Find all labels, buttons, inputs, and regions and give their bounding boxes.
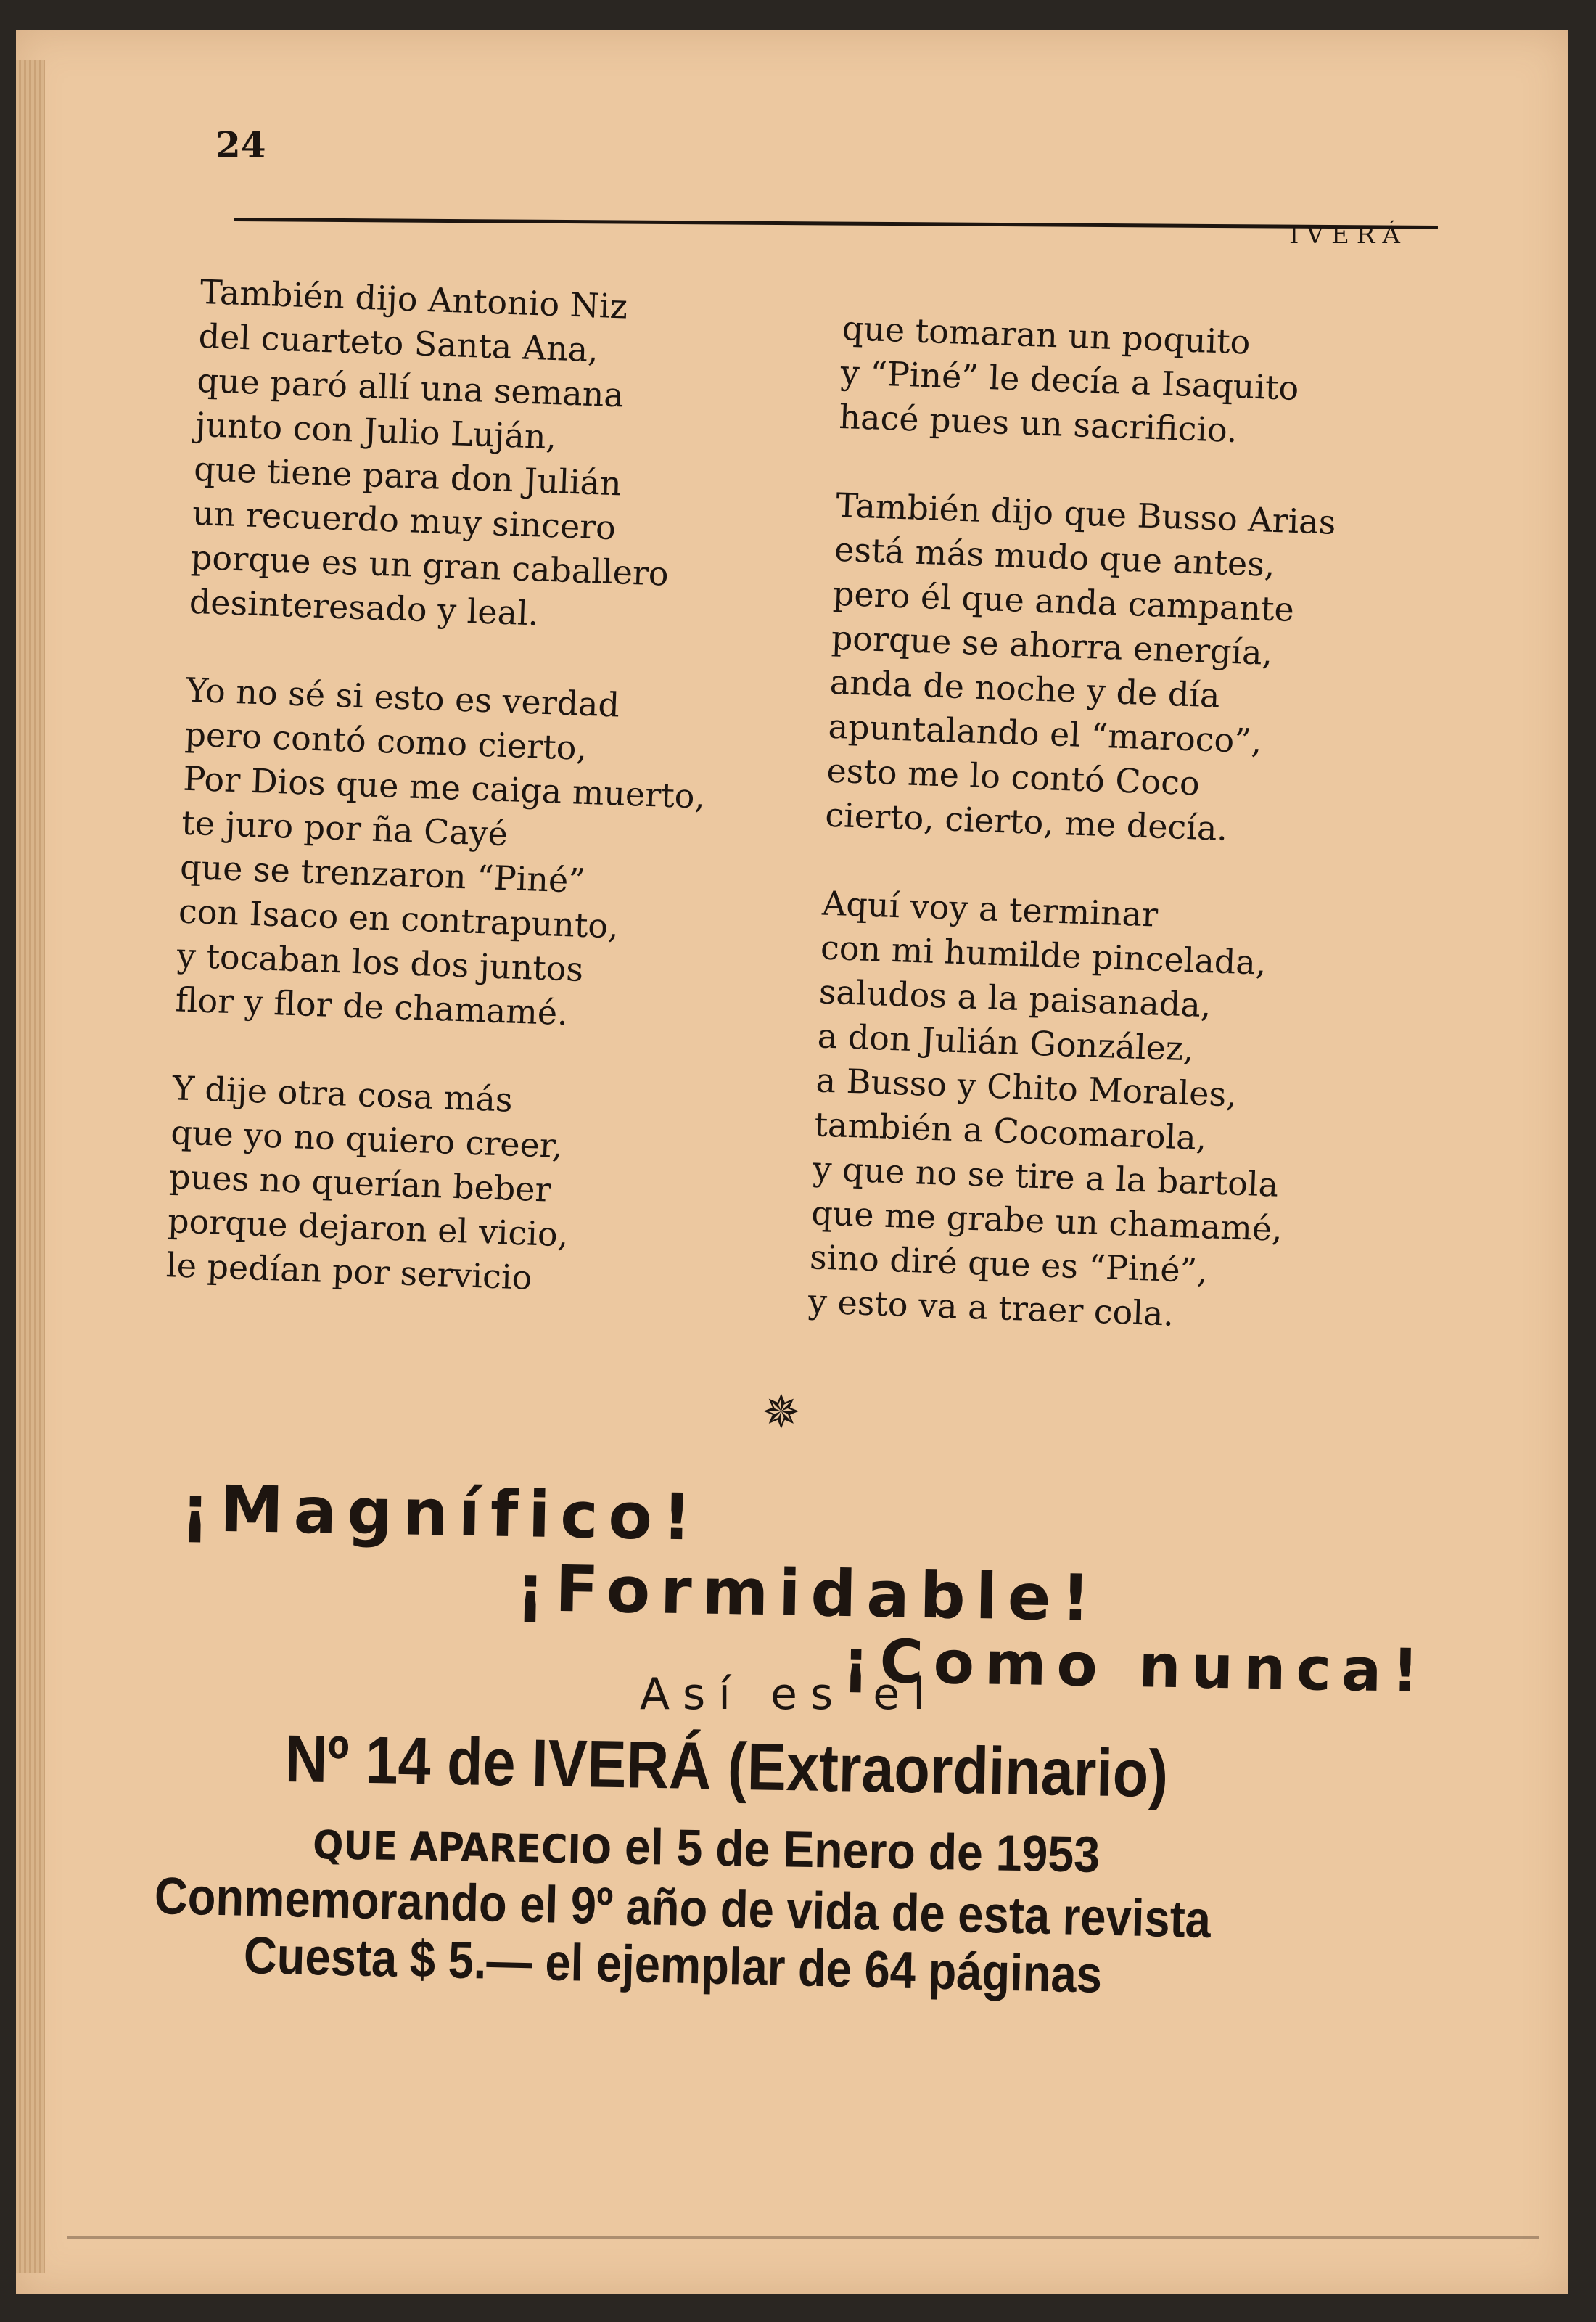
header-rule [234, 218, 1438, 229]
verse-line: porque es un gran caballero [190, 537, 670, 594]
verse-line: porque se ahorra energía, [831, 618, 1274, 673]
star-icon: ✵ [762, 1386, 801, 1440]
verse-line: saludos a la paisanada, [818, 972, 1212, 1025]
verse-line: que paró allí una semana [196, 360, 625, 415]
verse-line: sino diré que es “Piné”, [809, 1237, 1209, 1291]
stanza [175, 668, 804, 1043]
ad-formidable: ¡Formidable! [515, 1551, 1101, 1636]
verse-line: También dijo que Busso Arias [835, 485, 1337, 542]
stanza [839, 306, 1496, 461]
verse-line: Yo no sé si esto es verdad [185, 670, 620, 725]
left-column [164, 270, 818, 1353]
ad-price: Cuesta $ 5.— el ejemplar de 64 páginas [243, 1926, 1103, 2004]
right-column [806, 306, 1496, 1391]
verse-line: flor y flor de chamamé. [174, 980, 569, 1033]
verse-line: apuntalando el “maroco”, [827, 706, 1263, 761]
verse-line: junto con Julio Luján, [194, 404, 558, 457]
verse-line: También dijo Antonio Niz [200, 271, 628, 327]
stanza [165, 1066, 789, 1308]
verse-line: a Busso y Chito Morales, [815, 1060, 1238, 1115]
verse-line: y esto va a traer cola. [807, 1281, 1175, 1334]
verse-line: a don Julián González, [816, 1016, 1195, 1069]
verse-line: porque dejaron el vicio, [167, 1201, 569, 1255]
ad-release-rest: el 5 de Enero de 1953 [611, 1818, 1101, 1883]
verse-line: que tomaran un poquito [842, 308, 1251, 362]
ad-release-caps: QUE APARECIO [312, 1821, 612, 1874]
verse-line: y que no se tire a la bartola [812, 1149, 1279, 1205]
verse-line: desinteresado y leal. [189, 581, 540, 633]
verse-line: le pedían por servicio [165, 1245, 533, 1297]
ad-anniversary: Conmemorando el 9º año de vida de esta revista [154, 1866, 1212, 1950]
verse-line: que me grabe un chamamé, [810, 1193, 1283, 1249]
page-number: 24 [215, 123, 266, 166]
verse-line: con Isaco en contrapunto, [178, 891, 620, 946]
verse-line: con mi humilde pincelada, [820, 927, 1267, 982]
running-title: IVERÁ [1289, 221, 1407, 250]
verse-line: te juro por ña Cayé [181, 803, 509, 854]
page [16, 30, 1568, 2294]
verse-line: y “Piné” le decía a Isaquito [839, 352, 1300, 408]
ad-issue-number: Nº 14 de IVERÁ (Extraordinario) [284, 1721, 1169, 1812]
verse-line: esto me lo contó Coco [826, 750, 1201, 803]
ad-asi-es-el: Así es el [640, 1669, 938, 1720]
verse-line: Por Dios que me caiga muerto, [182, 758, 706, 816]
verse-line: está más mudo que antes, [834, 529, 1276, 584]
verse-line: del cuarteto Santa Ana, [197, 316, 599, 370]
verse-line: hacé pues un sacrificio. [838, 396, 1238, 451]
stanza [807, 882, 1476, 1347]
verse-line: Aquí voy a terminar [821, 883, 1159, 935]
page-edge [16, 60, 45, 2273]
bottom-rule [67, 2236, 1539, 2239]
verse-line: y tocaban los dos juntos [176, 935, 585, 989]
verse-line: que tiene para don Julián [193, 448, 622, 504]
ad-magnifico: ¡Magnífico! [180, 1471, 702, 1555]
verse-line: anda de noche y de día [828, 662, 1221, 715]
verse-line: que se trenzaron “Piné” [179, 847, 586, 901]
verse-line: también a Cocomarola, [813, 1104, 1208, 1158]
verse-line: pues no querían beber [168, 1157, 552, 1210]
verse-line: un recuerdo muy sincero [192, 493, 617, 548]
stanza [189, 270, 818, 645]
verse-line: pero él que anda campante [832, 573, 1295, 629]
verse-line: cierto, cierto, me decía. [824, 795, 1229, 848]
stanza [824, 483, 1489, 860]
verse-line: pero contó como cierto, [184, 714, 588, 768]
verse-line: que yo no quiero creer, [170, 1112, 564, 1166]
ad-como-nunca: ¡Como nunca! [842, 1627, 1430, 1707]
verse-line: Y dije otra cosa más [171, 1068, 514, 1120]
